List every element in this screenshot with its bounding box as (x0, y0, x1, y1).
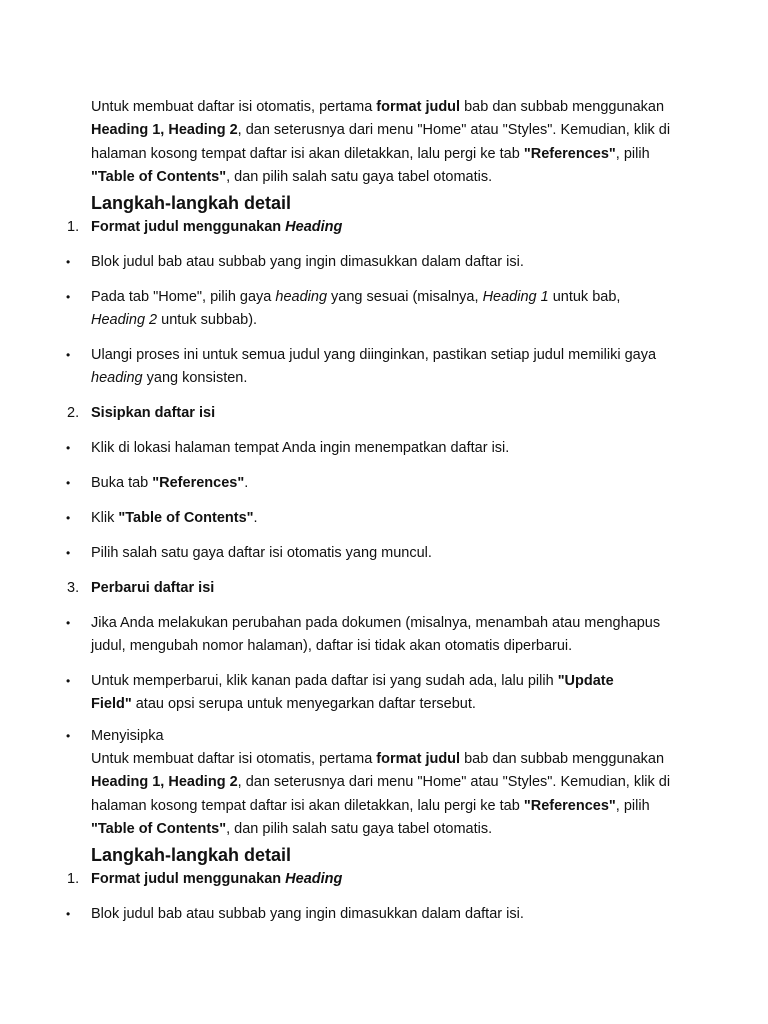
intro-paragraph-repeat: Untuk membuat daftar isi otomatis, pertama format judul bab dan subbab menggunakan Heading 1, Heading 2, dan seterusnya dari menu "Home" atau "Styles". Kemudian, klik di halaman kosong tempat daftar isi akan diletakkan, lalu pergi ke tab "References", pilih "Table of Contents", dan pilih salah satu gaya tabel otomatis. (91, 751, 671, 837)
bullet: • (66, 616, 71, 630)
bullet: • (66, 511, 71, 525)
bullet: • (66, 546, 71, 560)
bullet: • (66, 674, 71, 688)
bullet: • (66, 907, 71, 921)
bullet: • (66, 441, 71, 455)
section-heading: Langkah-langkah detail (91, 193, 292, 213)
list-number: 2. (67, 405, 80, 421)
section-heading-repeat: Langkah-langkah detail (91, 845, 292, 865)
bullet: • (66, 348, 71, 362)
list-number: 1. (67, 871, 80, 887)
step-label: Sisipkan daftar isi (91, 405, 216, 421)
intro-paragraph: Untuk membuat daftar isi otomatis, pertama format judul bab dan subbab menggunakan Heading 1, Heading 2, dan seterusnya dari menu "Home" atau "Styles". Kemudian, klik di halaman kosong tempat daftar isi akan diletakkan, lalu pergi ke tab "References", pilih "Table of Contents", dan pilih salah satu gaya tabel otomatis. (91, 99, 671, 185)
step-label: Format judul menggunakan Heading (91, 871, 343, 887)
list-number: 3. (67, 580, 80, 596)
document-page: Untuk membuat daftar isi otomatis, pertama format judul bab dan subbab menggunakan Heading 1, Heading 2, dan seterusnya dari menu "Home" atau "Styles". Kemudian, klik di halaman kosong tempat daftar isi akan diletakkan, lalu pergi ke tab "References", pilih "Table of Contents", dan pilih salah satu gaya tabel otomatis. Langkah-langkah detail 1. Format judul menggunakan Heading • Blok judul bab atau subbab yang ingin dimasukkan dalam daftar isi. • Pada tab "Home", pilih gaya heading yang sesuai (misalnya, Heading 1 untuk bab, Heading 2 untuk subbab). • Ulangi proses ini untuk semua judul yang diinginkan, pastikan setiap judul memiliki gaya heading yang konsisten. 2. Sisipkan daftar isi • Klik di lokasi halaman tempat Anda ingin menempatkan daftar isi. • Buka tab "References". • Klik "Table of Contents". • Pilih salah satu gaya daftar isi otomatis yang muncul. 3. Perbarui daftar isi • Jika Anda melakukan perubahan pada dokumen (misalnya, menambah atau menghapus judul, mengubah nomor halaman), daftar isi tidak akan otomatis diperbarui. • Untuk memperbarui, klik kanan pada daftar isi yang sudah ada, lalu pilih "Update Field" atau opsi serupa untuk menyegarkan daftar tersebut. • Menyisipka Untuk membuat daftar isi otomatis, pertama format judul bab dan subbab menggunakan Heading 1, Heading 2, dan seterusnya dari menu "Home" atau "Styles". Kemudian, klik di halaman kosong tempat daftar isi akan diletakkan, lalu pergi ke tab "References", pilih "Table of Contents", dan pilih salah satu gaya tabel otomatis. Langkah-langkah detail 1. Format judul menggunakan Heading • Blok judul bab atau subbab yang ingin dimasukkan dalam daftar isi. (0, 0, 768, 1024)
list-number: 1. (67, 219, 80, 235)
bullet: • (66, 290, 71, 304)
bullet: • (66, 729, 71, 743)
step-label: Format judul menggunakan Heading (91, 219, 343, 235)
step-label: Perbarui daftar isi (91, 580, 215, 596)
bullet: • (66, 476, 71, 490)
bullet: • (66, 255, 71, 269)
